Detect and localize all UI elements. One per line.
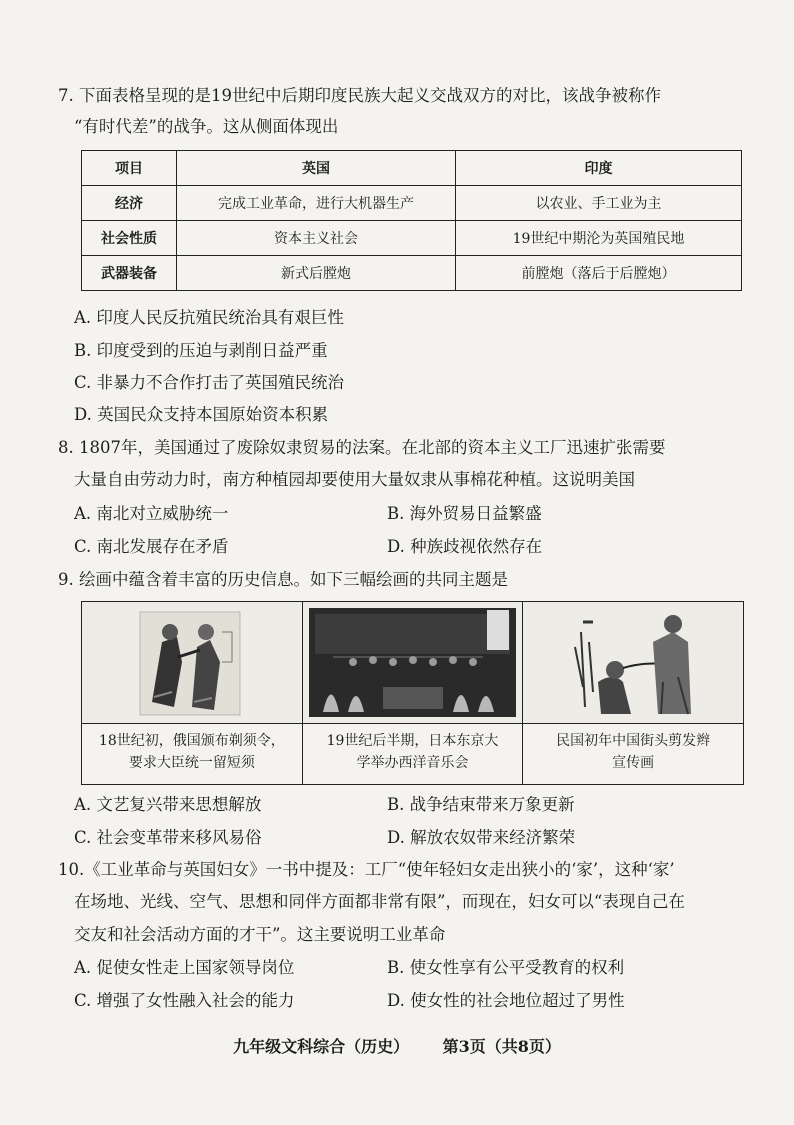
q9-option-a: A. 文艺复兴带来思想解放 <box>74 795 262 814</box>
q7-comparison-table <box>81 150 742 291</box>
q8-stem-line1: 8. 1807年，美国通过了废除奴隶贸易的法案。在北部的资本主义工厂迅速扩张需要 <box>58 438 666 457</box>
q10-option-a: A. 促使女性走上国家领导岗位 <box>74 958 295 977</box>
queue-cutting-painting <box>523 602 743 724</box>
table-cell: 经济 <box>82 186 177 221</box>
page-footer <box>0 1034 794 1057</box>
q7-stem-line1: 7. 下面表格呈现的是19世纪中后期印度民族大起义交战双方的对比，该战争被称作 <box>58 86 661 105</box>
table-header-cell: 项目 <box>82 151 177 186</box>
q8-stem-line2: 大量自由劳动力时，南方种植园却要使用大量奴隶从事棉花种植。这说明美国 <box>74 470 635 489</box>
table-row <box>82 256 742 291</box>
table-cell: 19世纪中期沦为英国殖民地 <box>456 221 742 256</box>
table-cell: 前膛炮（落后于后膛炮） <box>456 256 742 291</box>
caption-line: 宣传画 <box>612 755 655 771</box>
q8-option-a: A. 南北对立威胁统一 <box>74 504 229 523</box>
painting-caption <box>82 724 302 784</box>
q9-stem: 9. 绘画中蕴含着丰富的历史信息。如下三幅绘画的共同主题是 <box>58 570 508 589</box>
q9-paintings <box>81 601 744 785</box>
painting-caption <box>303 724 523 784</box>
q9-option-c: C. 社会变革带来移风易俗 <box>74 828 262 847</box>
q8-option-b: B. 海外贸易日益繁盛 <box>387 504 542 523</box>
caption-line: 学举办西洋音乐会 <box>356 755 469 771</box>
table-row <box>82 186 742 221</box>
q10-option-c: C. 增强了女性融入社会的能力 <box>74 991 295 1010</box>
caption-line: 要求大臣统一留短须 <box>128 755 255 771</box>
q9-option-d: D. 解放农奴带来经济繁荣 <box>387 828 576 847</box>
footer-subject: 九年级文科综合（历史） <box>233 1037 410 1056</box>
q10-stem-line2: 在场地、光线、空气、思想和同伴方面都非常有限”，而现在，妇女可以“表现自己在 <box>74 892 685 911</box>
table-header-row <box>82 151 742 186</box>
q10-option-b: B. 使女性享有公平受教育的权利 <box>387 958 625 977</box>
table-cell: 社会性质 <box>82 221 177 256</box>
table-cell: 完成工业革命，进行大机器生产 <box>177 186 456 221</box>
q10-option-d: D. 使女性的社会地位超过了男性 <box>387 991 625 1010</box>
table-cell: 武器装备 <box>82 256 177 291</box>
caption-line: 19世纪后半期，日本东京大 <box>326 733 499 749</box>
table-cell: 资本主义社会 <box>177 221 456 256</box>
tokyo-concert-painting <box>303 602 523 724</box>
q7-option-d: D. 英国民众支持本国原始资本积累 <box>74 405 329 424</box>
q7-option-c: C. 非暴力不合作打击了英国殖民统治 <box>74 373 345 392</box>
table-header-cell: 印度 <box>456 151 742 186</box>
q7-option-b: B. 印度受到的压迫与剥削日益严重 <box>74 341 328 360</box>
table-header-cell: 英国 <box>177 151 456 186</box>
table-row <box>82 221 742 256</box>
q7-option-a: A. 印度人民反抗殖民统治具有艰巨性 <box>74 308 344 327</box>
table-cell: 新式后膛炮 <box>177 256 456 291</box>
russian-beard-cutting-painting <box>82 602 302 724</box>
painting-cell <box>523 602 743 784</box>
q9-option-b: B. 战争结束带来万象更新 <box>387 795 575 814</box>
table-cell: 以农业、手工业为主 <box>456 186 742 221</box>
q10-stem-line1: 10.《工业革命与英国妇女》一书中提及：工厂“使年轻妇女走出狭小的‘家’，这种‘家’ <box>58 860 675 879</box>
painting-cell <box>82 602 303 784</box>
footer-page-number: 第3页（共8页） <box>442 1037 561 1056</box>
q8-option-c: C. 南北发展存在矛盾 <box>74 537 229 556</box>
q7-stem-line2: “有时代差”的战争。这从侧面体现出 <box>74 117 339 136</box>
q8-option-d: D. 种族歧视依然存在 <box>387 537 543 556</box>
caption-line: 18世纪初，俄国颁布剃须令， <box>98 733 285 749</box>
painting-caption <box>523 724 743 784</box>
q10-stem-line3: 交友和社会活动方面的才干”。这主要说明工业革命 <box>74 925 446 944</box>
painting-cell <box>303 602 524 784</box>
caption-line: 民国初年中国街头剪发辫 <box>556 733 711 749</box>
